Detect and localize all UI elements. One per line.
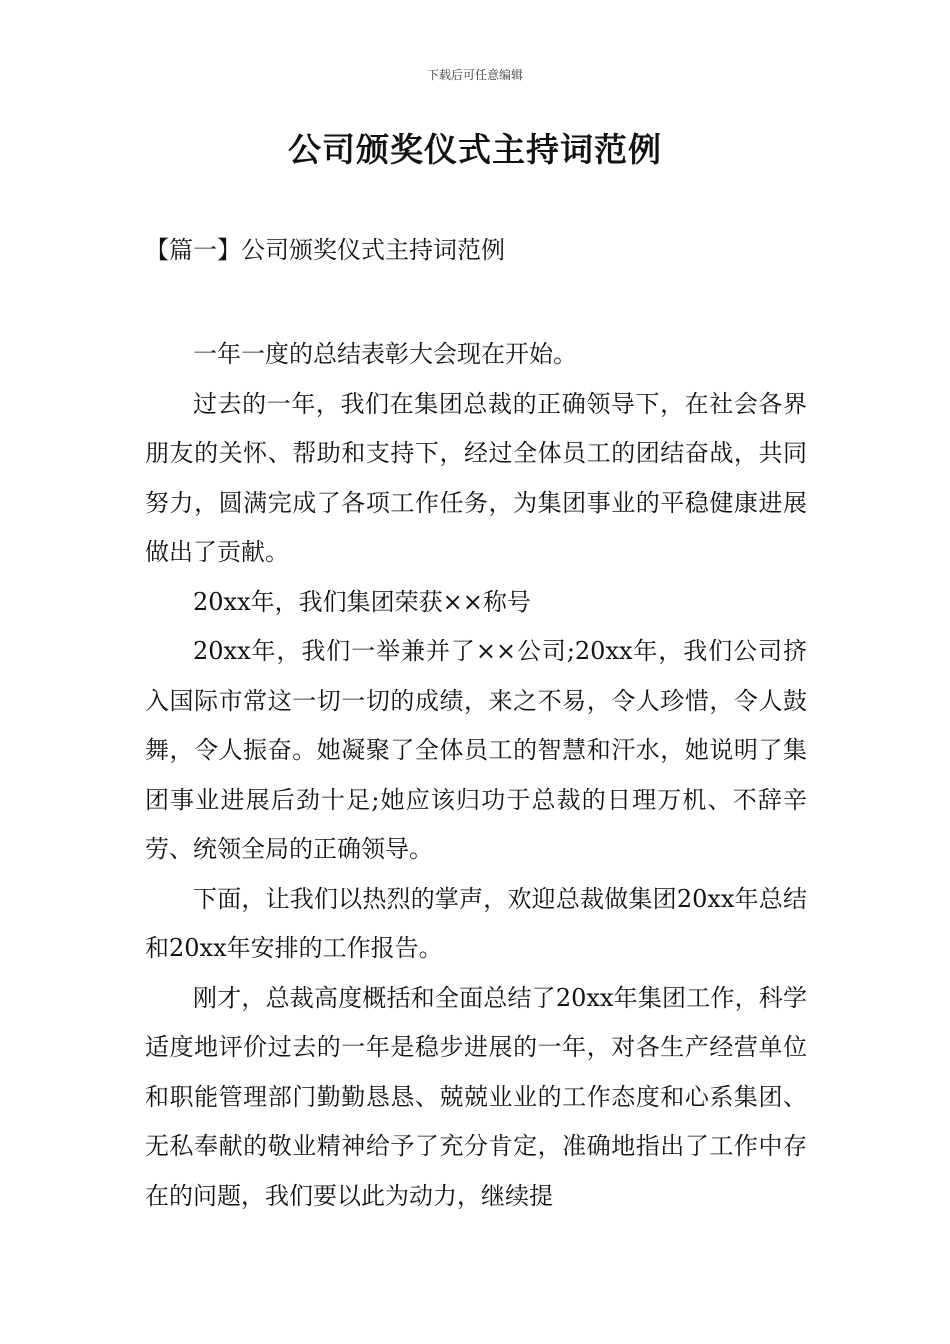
paragraph: 下面，让我们以热烈的掌声，欢迎总裁做集团20xx年总结和20xx年安排的工作报告。	[145, 884, 807, 962]
section-heading: 【篇一】公司颁奖仪式主持词范例	[145, 236, 505, 264]
document-title: 公司颁奖仪式主持词范例	[288, 130, 662, 169]
paragraph: 20xx年，我们集团荣获××称号	[193, 587, 531, 616]
document-body	[145, 330, 807, 1221]
paragraph: 刚才，总裁高度概括和全面总结了20xx年集团工作，科学适度地评价过去的一年是稳步进展的一年，对各生产经营单位和职能管理部门勤勤恳恳、兢兢业业的工作态度和心系集团、无私奉献的敬业精神给予了充分肯定，准确地指出了工作中存在的问题，我们要以此为动力，继续提	[145, 983, 807, 1210]
paragraph: 20xx年，我们一举兼并了××公司;20xx年，我们公司挤入国际市常这一切一切的成绩，来之不易，令人珍惜，令人鼓舞，令人振奋。她凝聚了全体员工的智慧和汗水，她说明了集团事业进展后劲十足;她应该归功于总裁的日理万机、不辞辛劳、统领全局的正确领导。	[145, 637, 807, 863]
paragraph: 过去的一年，我们在集团总裁的正确领导下，在社会各界朋友的关怀、帮助和支持下，经过全体员工的团结奋战，共同努力，圆满完成了各项工作任务，为集团事业的平稳健康进展做出了贡献。	[145, 389, 807, 566]
header-note: 下载后可任意编辑	[426, 68, 523, 82]
paragraph: 一年一度的总结表彰大会现在开始。	[193, 340, 577, 368]
